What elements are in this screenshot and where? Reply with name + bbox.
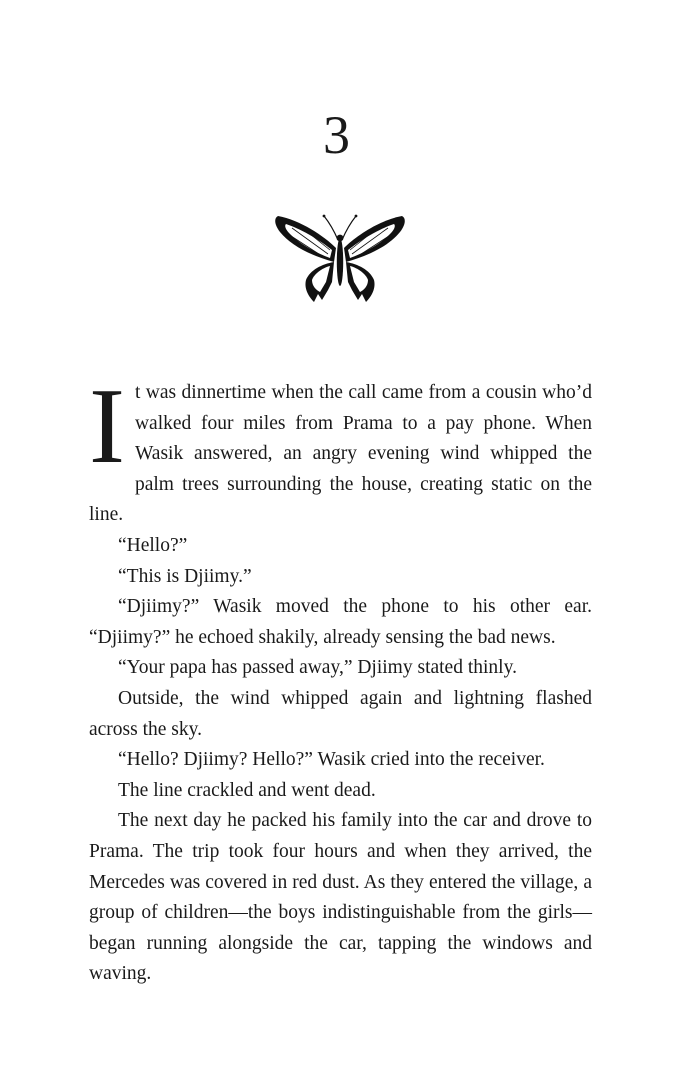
paragraph: “This is Djiimy.”	[118, 565, 252, 587]
paragraph: Outside, the wind whipped again and lightning flashed across the sky.	[89, 687, 592, 740]
opening-paragraph-text: t was dinnertime when the call came from a cousin who’d walked four miles from Prama to a pay phone. When Wasik answered, an angry evening wind whipped the palm trees surrounding the house, creating static on the line.	[89, 382, 592, 526]
paragraph: “Djiimy?” Wasik moved the phone to his other ear. “Djiimy?” he echoed shakily, already sensing the bad news.	[89, 596, 592, 648]
paragraph: The line crackled and went dead.	[118, 779, 376, 801]
paragraph: “Hello? Djiimy? Hello?” Wasik cried into the receiver.	[118, 749, 545, 771]
opening-paragraph	[89, 367, 592, 531]
butterfly-icon	[272, 206, 408, 310]
paragraph: The next day he packed his family into the car and drove to Prama. The trip took four hours and when they arrived, the Mercedes was covered in red dust. As they entered the village, a group of children—the boys indistinguishable from the girls—began running alongside the car, tapping the windows and waving.	[89, 810, 592, 985]
chapter-number: 3	[323, 105, 350, 165]
paragraph: “Hello?”	[118, 534, 188, 556]
paragraph: “Your papa has passed away,” Djiimy stated thinly.	[118, 657, 517, 679]
drop-cap: I	[89, 367, 125, 486]
chapter-text	[89, 367, 592, 990]
